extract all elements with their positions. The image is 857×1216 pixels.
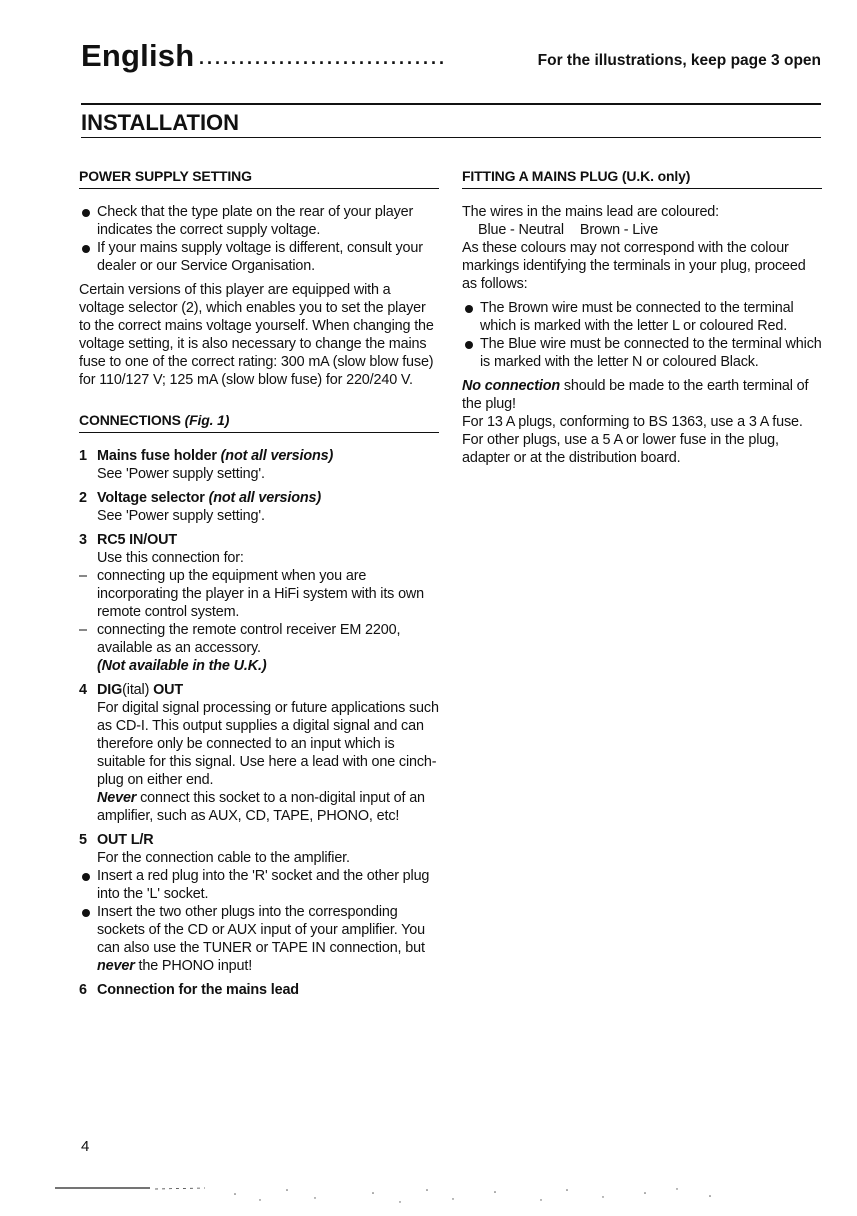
connection-item-6 [79,981,439,999]
item-number: 5 [79,832,87,848]
item-number: 6 [79,982,87,998]
no-connection-phrase: No connection [462,378,560,394]
brown-wire-bullet: The Brown wire must be connected to the terminal which is marked with the letter L or coloured Red. [462,299,822,335]
item-text: See 'Power supply setting'. [97,508,265,524]
item-title: Voltage selector [97,490,205,506]
connection-item-3 [79,531,439,549]
section-rule [81,137,821,138]
power-supply-heading: POWER SUPPLY SETTING [79,167,439,189]
connections-heading-text: CONNECTIONS [79,412,181,428]
earth-warning-text: should be made to the earth terminal of the plug! [462,378,809,412]
colour-brown: Brown - Live [579,222,659,238]
blue-wire-bullet: The Blue wire must be connected to the terminal which is marked with the letter N or coloured Black. [462,335,822,371]
page-header [81,38,821,78]
power-bullet-1: Check that the type plate on the rear of your player indicates the correct supply voltage. [79,203,439,239]
header-rule [81,103,821,105]
right-column [462,167,822,467]
item-number: 4 [79,682,87,698]
connection-item-5 [79,831,439,849]
out-bullet-2-text: Insert the two other plugs into the corresponding sockets of the CD or AUX input of your amplifier. You can also use the TUNER or TAPE IN connection, but [97,904,426,956]
never-warning [79,789,439,825]
item-note: (not all versions) [220,448,334,464]
colour-caution-paragraph: As these colours may not correspond with the colour markings identifying the terminals in your plug, proceed as follows: [462,240,806,292]
item-title-mid: (ital) [122,682,150,698]
never-word: Never [97,790,137,806]
wire-colours-intro: The wires in the mains lead are coloured: [462,204,720,220]
item-title: RC5 IN/OUT [97,532,178,548]
power-bullet-2: If your mains supply voltage is different, consult your dealer or our Service Organisation. [79,239,439,275]
item-title-suffix: OUT [149,682,184,698]
colour-blue: Blue - Neutral [478,222,564,238]
out-bullet-2 [79,903,439,975]
scan-noise [55,1184,735,1208]
connection-item-1 [79,447,439,465]
section-title: INSTALLATION [81,110,240,135]
never-tail: the PHONO input! [134,958,253,974]
earth-warning [462,377,822,413]
language-title: English [81,38,195,73]
item-title: Connection for the mains lead [97,982,299,998]
uk-availability-note: (Not available in the U.K.) [97,658,267,674]
out-bullet-1: Insert a red plug into the 'R' socket and the other plug into the 'L' socket. [79,867,439,903]
connections-fig-ref: (Fig. 1) [184,412,230,428]
item-text: For digital signal processing or future applications such as CD-I. This output supplies a digital signal and can therefore only be connected to an input which is suitable for this signal. Use here a lead with one cinch-plug on either end. [97,700,439,788]
illustration-note: For the illustrations, keep page 3 open [537,52,821,69]
power-paragraph: Certain versions of this player are equipped with a voltage selector (2), which enables you to set the player to the correct mains voltage yourself. When changing the voltage setting, it is also necessary to change the mains fuse to one of the correct rating: 300 mA (slow blow fuse) for 110/127 V; 125 mA (slow blow fuse) for 220/240 V. [79,282,434,388]
page-number: 4 [81,1138,90,1155]
connections-heading [79,411,439,433]
connection-item-2 [79,489,439,507]
item-title: Mains fuse holder [97,448,217,464]
item-title-prefix: DIG [97,682,123,698]
never-word: never [97,958,135,974]
item-text: For the connection cable to the amplifier. [97,850,350,866]
item-note: (not all versions) [208,490,322,506]
rc5-dash-2: – connecting the remote control receiver EM 2200, available as an accessory. [79,621,439,657]
item-text: See 'Power supply setting'. [97,466,265,482]
connection-item-4 [79,681,439,699]
item-number: 3 [79,532,87,548]
rc5-dash-1: – connecting up the equipment when you are incorporating the player in a HiFi system with its own remote control system. [79,567,439,621]
never-text: connect this socket to a non-digital input of an amplifier, such as AUX, CD, TAPE, PHONO, etc! [97,790,425,824]
fuse-paragraph: For 13 A plugs, conforming to BS 1363, use a 3 A fuse. For other plugs, use a 5 A or lower fuse in the plug, adapter or at the distribution board. [462,414,803,466]
left-column [79,167,439,999]
item-number: 1 [79,448,87,464]
leader-dots: ............................... [199,48,448,68]
wire-colour-list [462,221,822,239]
item-number: 2 [79,490,87,506]
item-text: Use this connection for: [97,550,244,566]
item-title: OUT L/R [97,832,154,848]
mains-plug-heading: FITTING A MAINS PLUG (U.K. only) [462,167,822,189]
